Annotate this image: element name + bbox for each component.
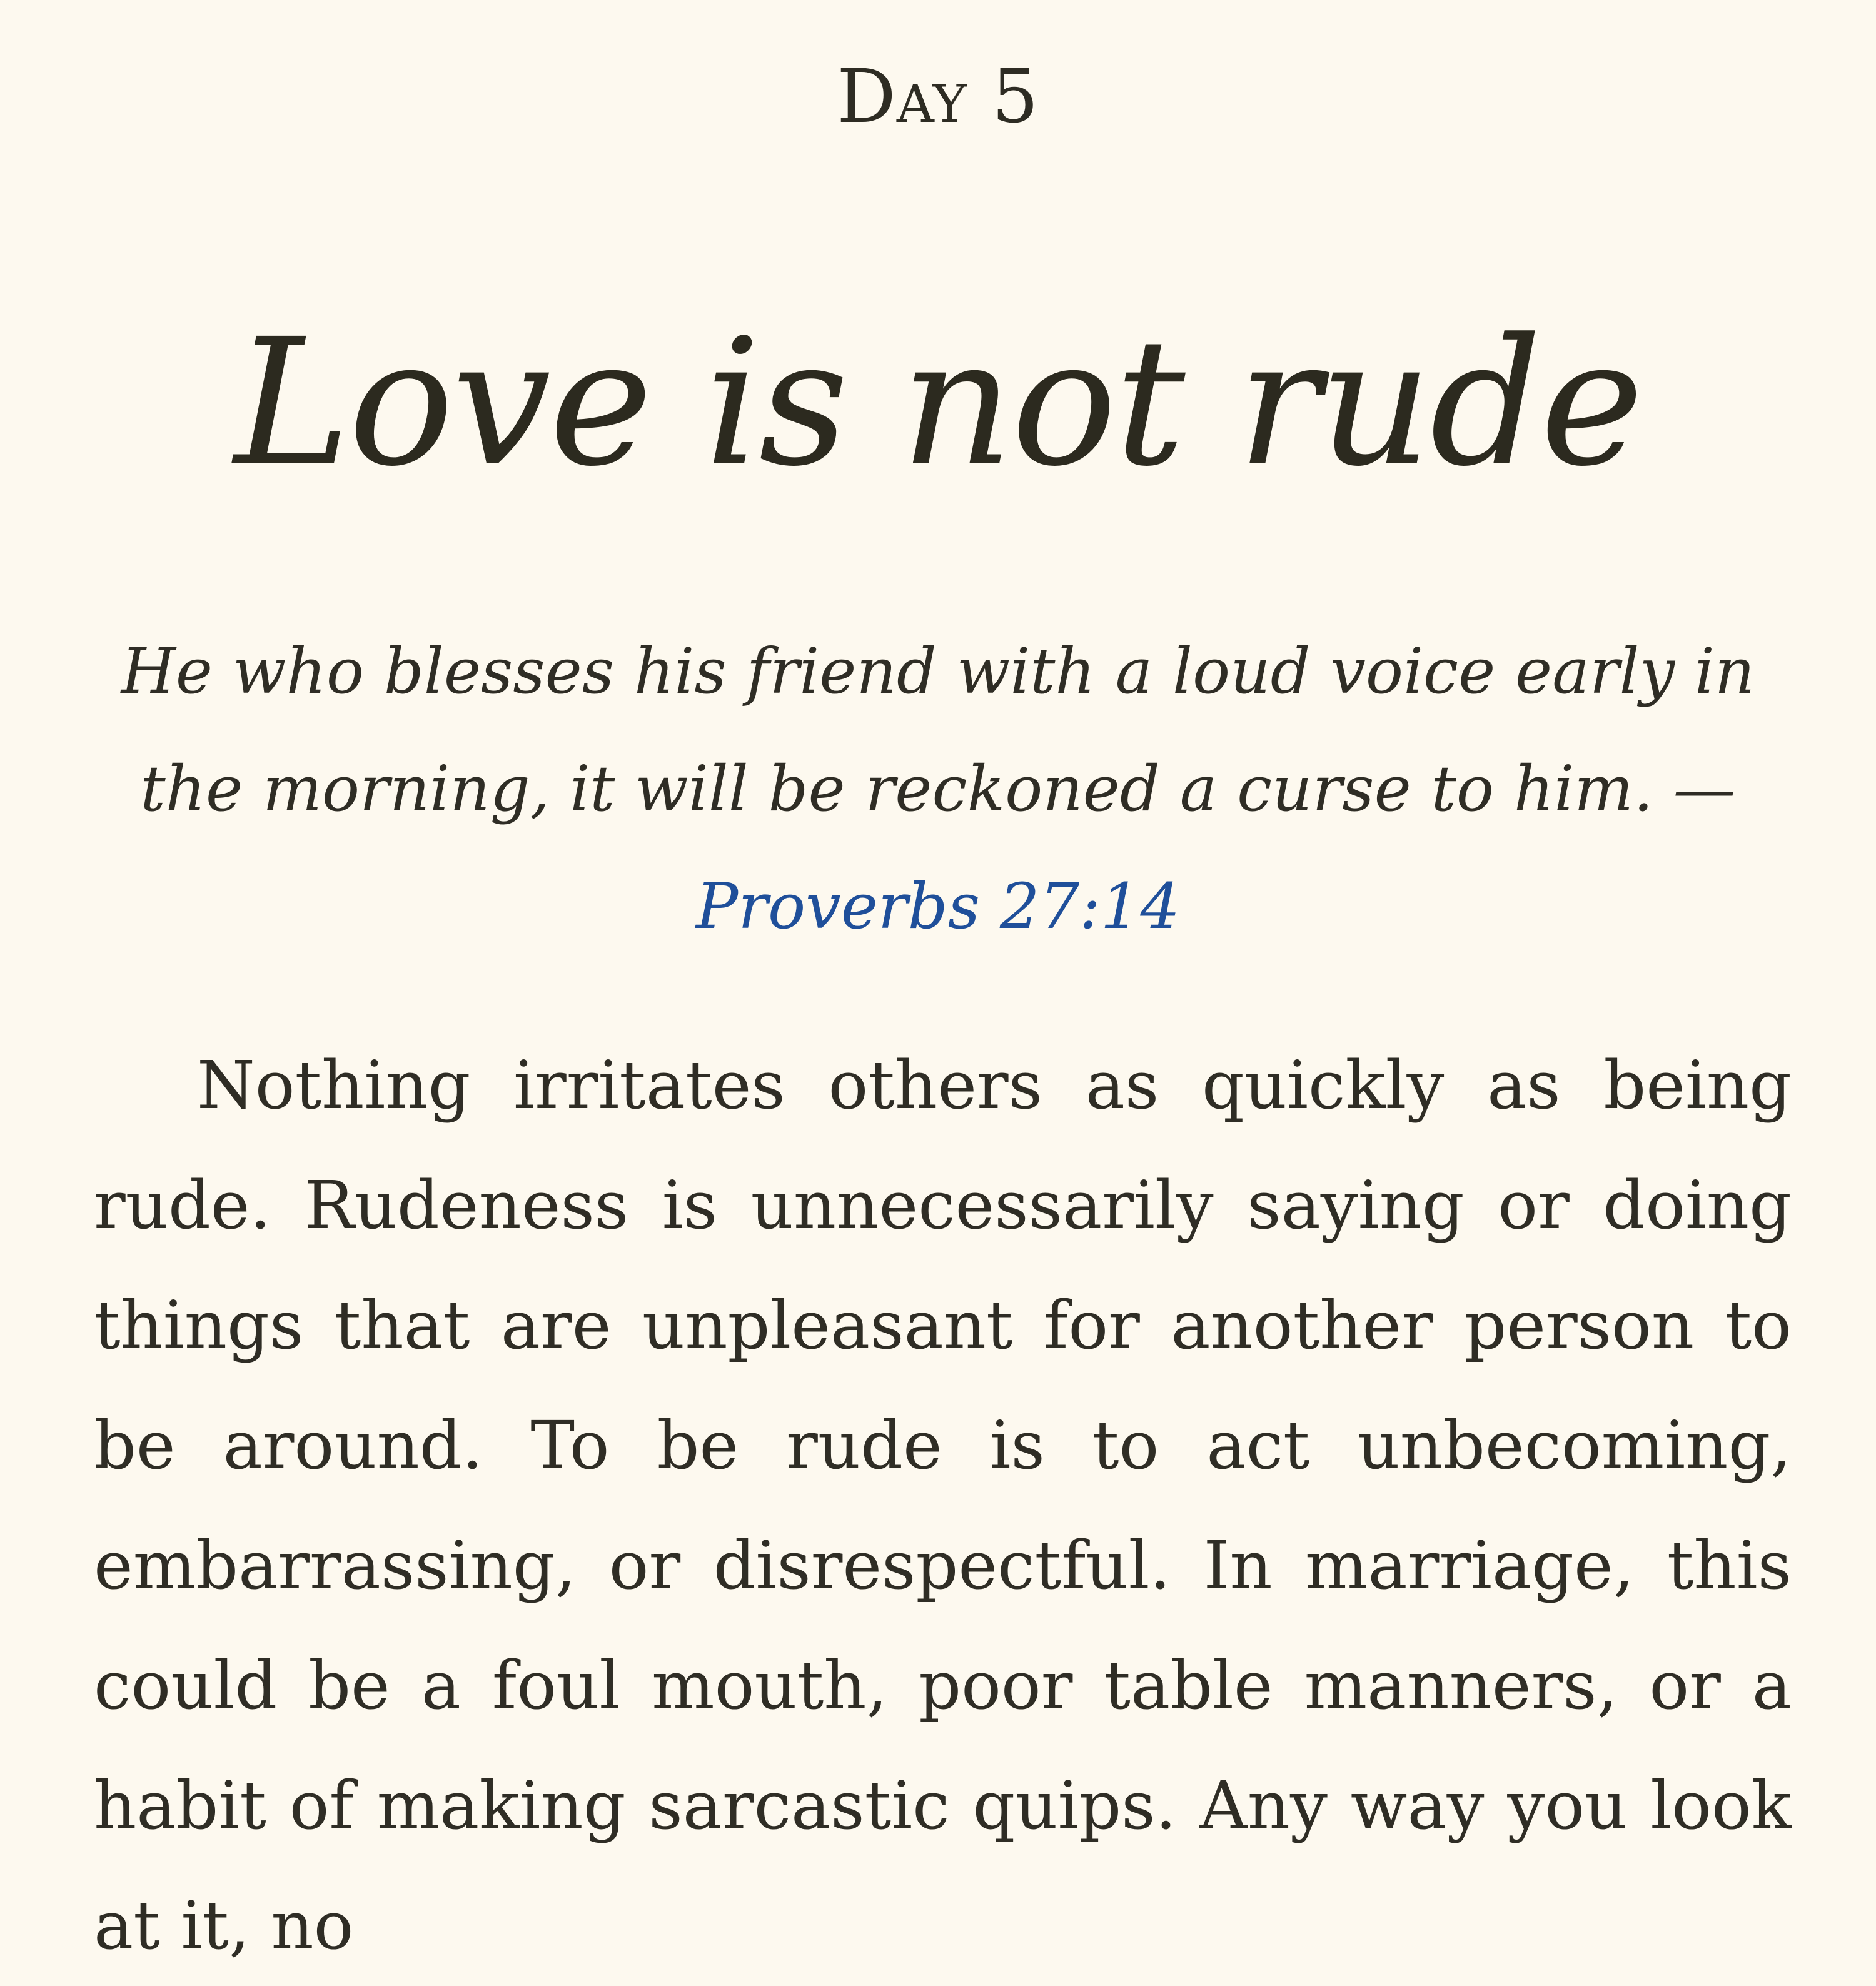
epigraph-quote: He who blesses his friend with a loud voice early in the morning, it will be reckoned a curse to him. — bbox=[121, 635, 1755, 825]
day-label: Day 5 bbox=[837, 53, 1039, 139]
epigraph bbox=[100, 613, 1776, 965]
scripture-reference-link[interactable]: Proverbs 27:14 bbox=[695, 870, 1181, 943]
body-paragraph: Nothing irritates others as quickly as being rude. Rudeness is unnecessarily saying or doing things that are unpleasant for another person to be around. To be rude is to act unbecoming, embarrassing, or disrespectful. In marriage, this could be a foul mouth, poor table manners, or a habit of making sarcastic quips. Any way you look at it, no bbox=[94, 1047, 1792, 1964]
chapter-title: Love is not rude bbox=[234, 301, 1642, 505]
